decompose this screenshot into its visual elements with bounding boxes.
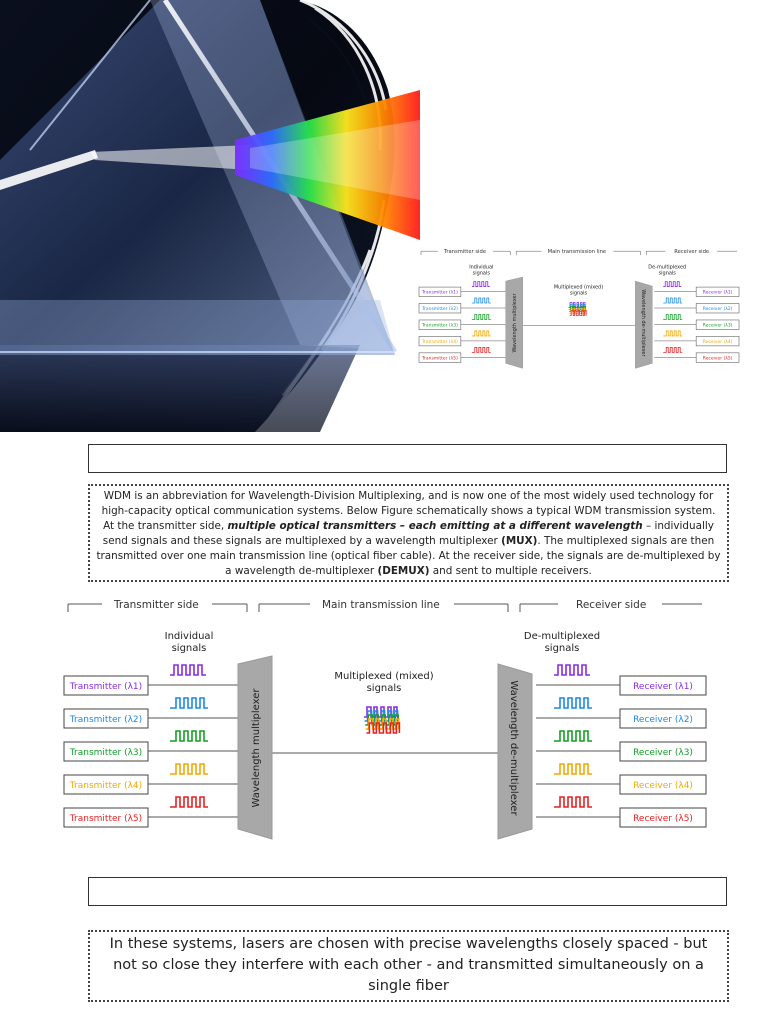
signal-pulse: [170, 665, 206, 675]
transmitter-label: Transmitter (λ4): [421, 339, 458, 345]
multiplexed-signals-label: Multiplexed (mixed): [334, 671, 434, 682]
paragraph-text: . The multiplexed signals are then transmitted over one main transmission line (optical fiber cable). At the receiver side, the signals are de-multiplexed by a wavelength de-multiplexer: [96, 535, 721, 577]
signal-pulse: [663, 298, 682, 303]
multiplexed-signals-label: signals: [366, 683, 402, 694]
demultiplexed-signals-label: De-multiplexed: [523, 631, 601, 642]
signal-pulse: [472, 347, 491, 352]
wdm-transmission-diagram: [62, 594, 712, 854]
wdm-diagram-thumbnail: [418, 246, 742, 378]
mux-term: (MUX): [501, 535, 538, 547]
transmitter-label: Transmitter (λ1): [421, 290, 458, 296]
main-transmission-line-label: Main transmission line: [322, 599, 440, 611]
multiplexer-label: Wavelength multiplexer: [512, 293, 519, 353]
signal-pulse: [554, 698, 592, 708]
multiplexed-signals-label: Multiplexed (mixed): [553, 284, 604, 291]
receiver-label: Receiver (λ4): [702, 339, 733, 345]
signal-pulse: [554, 764, 592, 774]
paragraph-text: WDM is an abbreviation for Wavelength-Division Multiplexing, and is now one of the most widely used technology for high-capacity optical communication systems. Below Figure schematically shows a typical WDM transmission system. At the transmitter side,: [101, 490, 716, 532]
demultiplexed-signals-label: signals: [658, 270, 676, 277]
receiver-label: Receiver (λ1): [702, 290, 733, 296]
transmitter-label: Transmitter (λ2): [421, 307, 458, 312]
receiver-label: Receiver (λ2): [702, 307, 733, 312]
transmitter-label: Transmitter (λ3): [421, 323, 458, 329]
signal-pulse: [663, 347, 682, 352]
multiplexed-signals-label: signals: [569, 290, 588, 297]
signal-pulse: [472, 298, 491, 303]
transmitter-label: Transmitter (λ3): [69, 748, 143, 758]
wdm-description-paragraph: [88, 484, 729, 582]
signal-pulse: [170, 731, 208, 741]
transmitter-label: Transmitter (λ1): [69, 682, 143, 692]
transmitter-side-label: Transmitter side: [443, 249, 487, 256]
multiplexer-label: Wavelength multiplexer: [251, 688, 262, 808]
signal-pulse: [663, 314, 682, 319]
receiver-label: Receiver (λ5): [633, 814, 693, 824]
receiver-label: Receiver (λ3): [633, 748, 693, 758]
signal-pulse: [170, 698, 208, 708]
receiver-side-label: Receiver side: [576, 599, 647, 611]
paragraph-text: – individually send signals and these signals are multiplexed by a wavelength multiplexer: [102, 520, 714, 547]
transmitter-label: Transmitter (λ5): [421, 356, 458, 362]
individual-signals-label: signals: [472, 270, 490, 277]
receiver-label: Receiver (λ3): [702, 323, 733, 329]
signal-pulse: [554, 797, 592, 807]
demultiplexer-label: Wavelength de-multiplexer: [508, 680, 519, 816]
individual-signals-label: signals: [171, 643, 207, 654]
receiver-label: Receiver (λ1): [633, 682, 693, 692]
transmitter-label: Transmitter (λ5): [69, 814, 143, 824]
signal-pulse: [554, 731, 592, 741]
individual-signals-label: Individual: [469, 264, 494, 271]
receiver-label: Receiver (λ4): [633, 781, 693, 791]
receiver-label: Receiver (λ2): [633, 715, 693, 725]
emphasis-text: multiple optical transmitters – each emitting at a different wavelength: [227, 520, 643, 532]
transmitter-label: Transmitter (λ4): [69, 781, 143, 791]
demultiplexed-signals-label: De-multiplexed: [648, 264, 687, 271]
receiver-side-label: Receiver side: [674, 249, 710, 256]
main-transmission-line-label: Main transmission line: [547, 249, 607, 256]
transmitter-side-label: Transmitter side: [114, 599, 199, 611]
demultiplexer-label: Wavelength de-multiplexer: [639, 289, 646, 357]
signal-pulse: [472, 314, 491, 319]
laser-spacing-paragraph: [88, 930, 729, 1002]
paragraph-text: In these systems, lasers are chosen with precise wavelengths closely spaced - but not so close they interfere with each other - and transmitted simultaneously on a single fiber: [109, 936, 708, 994]
signal-pulse: [170, 764, 208, 774]
demux-term: (DEMUX): [377, 565, 430, 577]
individual-signals-label: Individual: [164, 631, 214, 642]
demultiplexed-signals-label: signals: [544, 643, 580, 654]
empty-text-box: [88, 444, 727, 473]
paragraph-text: and sent to multiple receivers.: [429, 565, 592, 577]
signal-pulse: [170, 797, 208, 807]
signal-pulse: [472, 282, 490, 287]
empty-text-box: [88, 877, 727, 906]
transmitter-label: Transmitter (λ2): [69, 715, 143, 725]
signal-pulse: [663, 282, 681, 287]
signal-pulse: [472, 331, 491, 336]
signal-pulse: [663, 331, 682, 336]
receiver-label: Receiver (λ5): [702, 356, 733, 362]
signal-pulse: [554, 665, 590, 675]
